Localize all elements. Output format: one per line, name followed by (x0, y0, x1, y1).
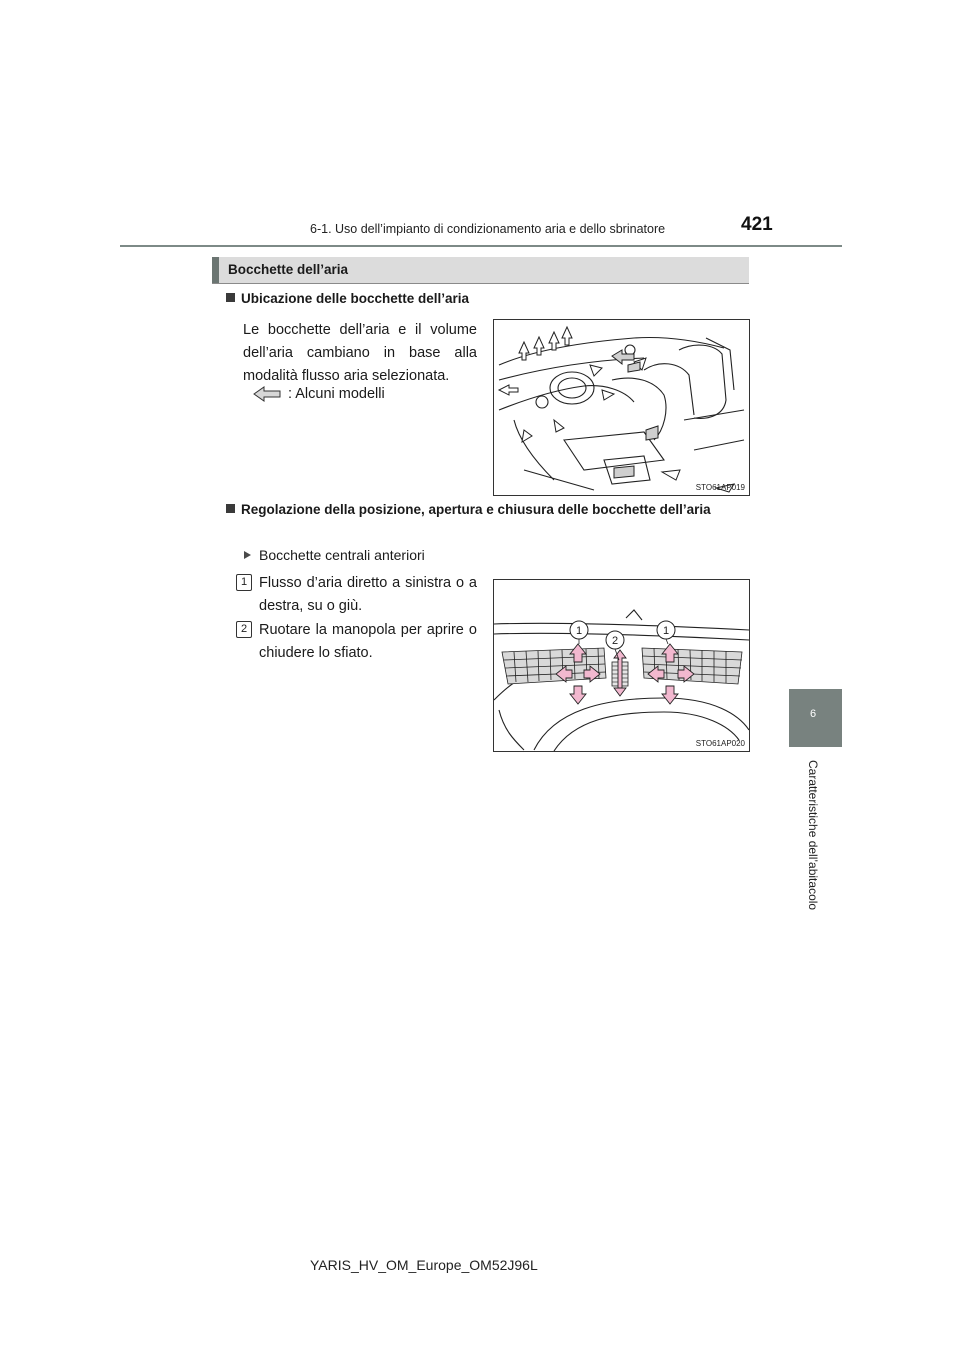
location-paragraph: Le bocchette dell’aria e il volume dell’aria cambiano in base alla modalità flusso aria selezionata. (243, 322, 477, 384)
figure-callout: 1 (662, 625, 670, 637)
step-text: Ruotare la manopola per aprire o chiudere lo sfiato. (259, 622, 477, 661)
chapter-tab-number: 6 (810, 708, 817, 720)
triangle-bullet-icon (244, 551, 251, 559)
page-number: 421 (741, 214, 773, 235)
location-heading (226, 291, 469, 306)
adjustment-heading (226, 499, 744, 521)
step-number-badge: 1 (236, 574, 252, 591)
vent-type-label: Bocchette centrali anteriori (259, 547, 425, 563)
cabin-vents-figure (493, 319, 750, 496)
section-heading-accent (212, 257, 219, 283)
figure-code-cabin: STO61AP019 (695, 483, 745, 492)
figure-callout: 2 (611, 635, 619, 647)
square-bullet-icon (226, 504, 235, 513)
section-heading-bar (212, 257, 749, 284)
section-heading: Bocchette dell’aria (228, 262, 349, 277)
legend-arrow-icon (252, 385, 282, 408)
header-rule (120, 245, 842, 247)
figure-callout: 1 (575, 625, 583, 637)
step-number-badge: 2 (236, 621, 252, 638)
figure-code-vents: STO61AP020 (695, 739, 745, 748)
adjustment-heading-text: Regolazione della posizione, apertura e chiusura delle bocchette dell’aria (241, 502, 711, 517)
square-bullet-icon (226, 293, 235, 302)
center-vents-figure (493, 579, 750, 752)
chapter-side-label: Caratteristiche dell’abitacolo (806, 760, 820, 911)
step-text: Flusso d’aria diretto a sinistra o a destra, su o giù. (259, 575, 477, 614)
location-heading-text: Ubicazione delle bocchette dell’aria (241, 291, 470, 306)
running-header-title: 6-1. Uso dell’impianto di condizionamento aria e dello sbrinatore (310, 222, 666, 236)
legend-text: : Alcuni modelli (288, 386, 385, 402)
vent-type-item (244, 547, 425, 563)
footer-code: YARIS_HV_OM_Europe_OM52J96L (310, 1257, 538, 1273)
